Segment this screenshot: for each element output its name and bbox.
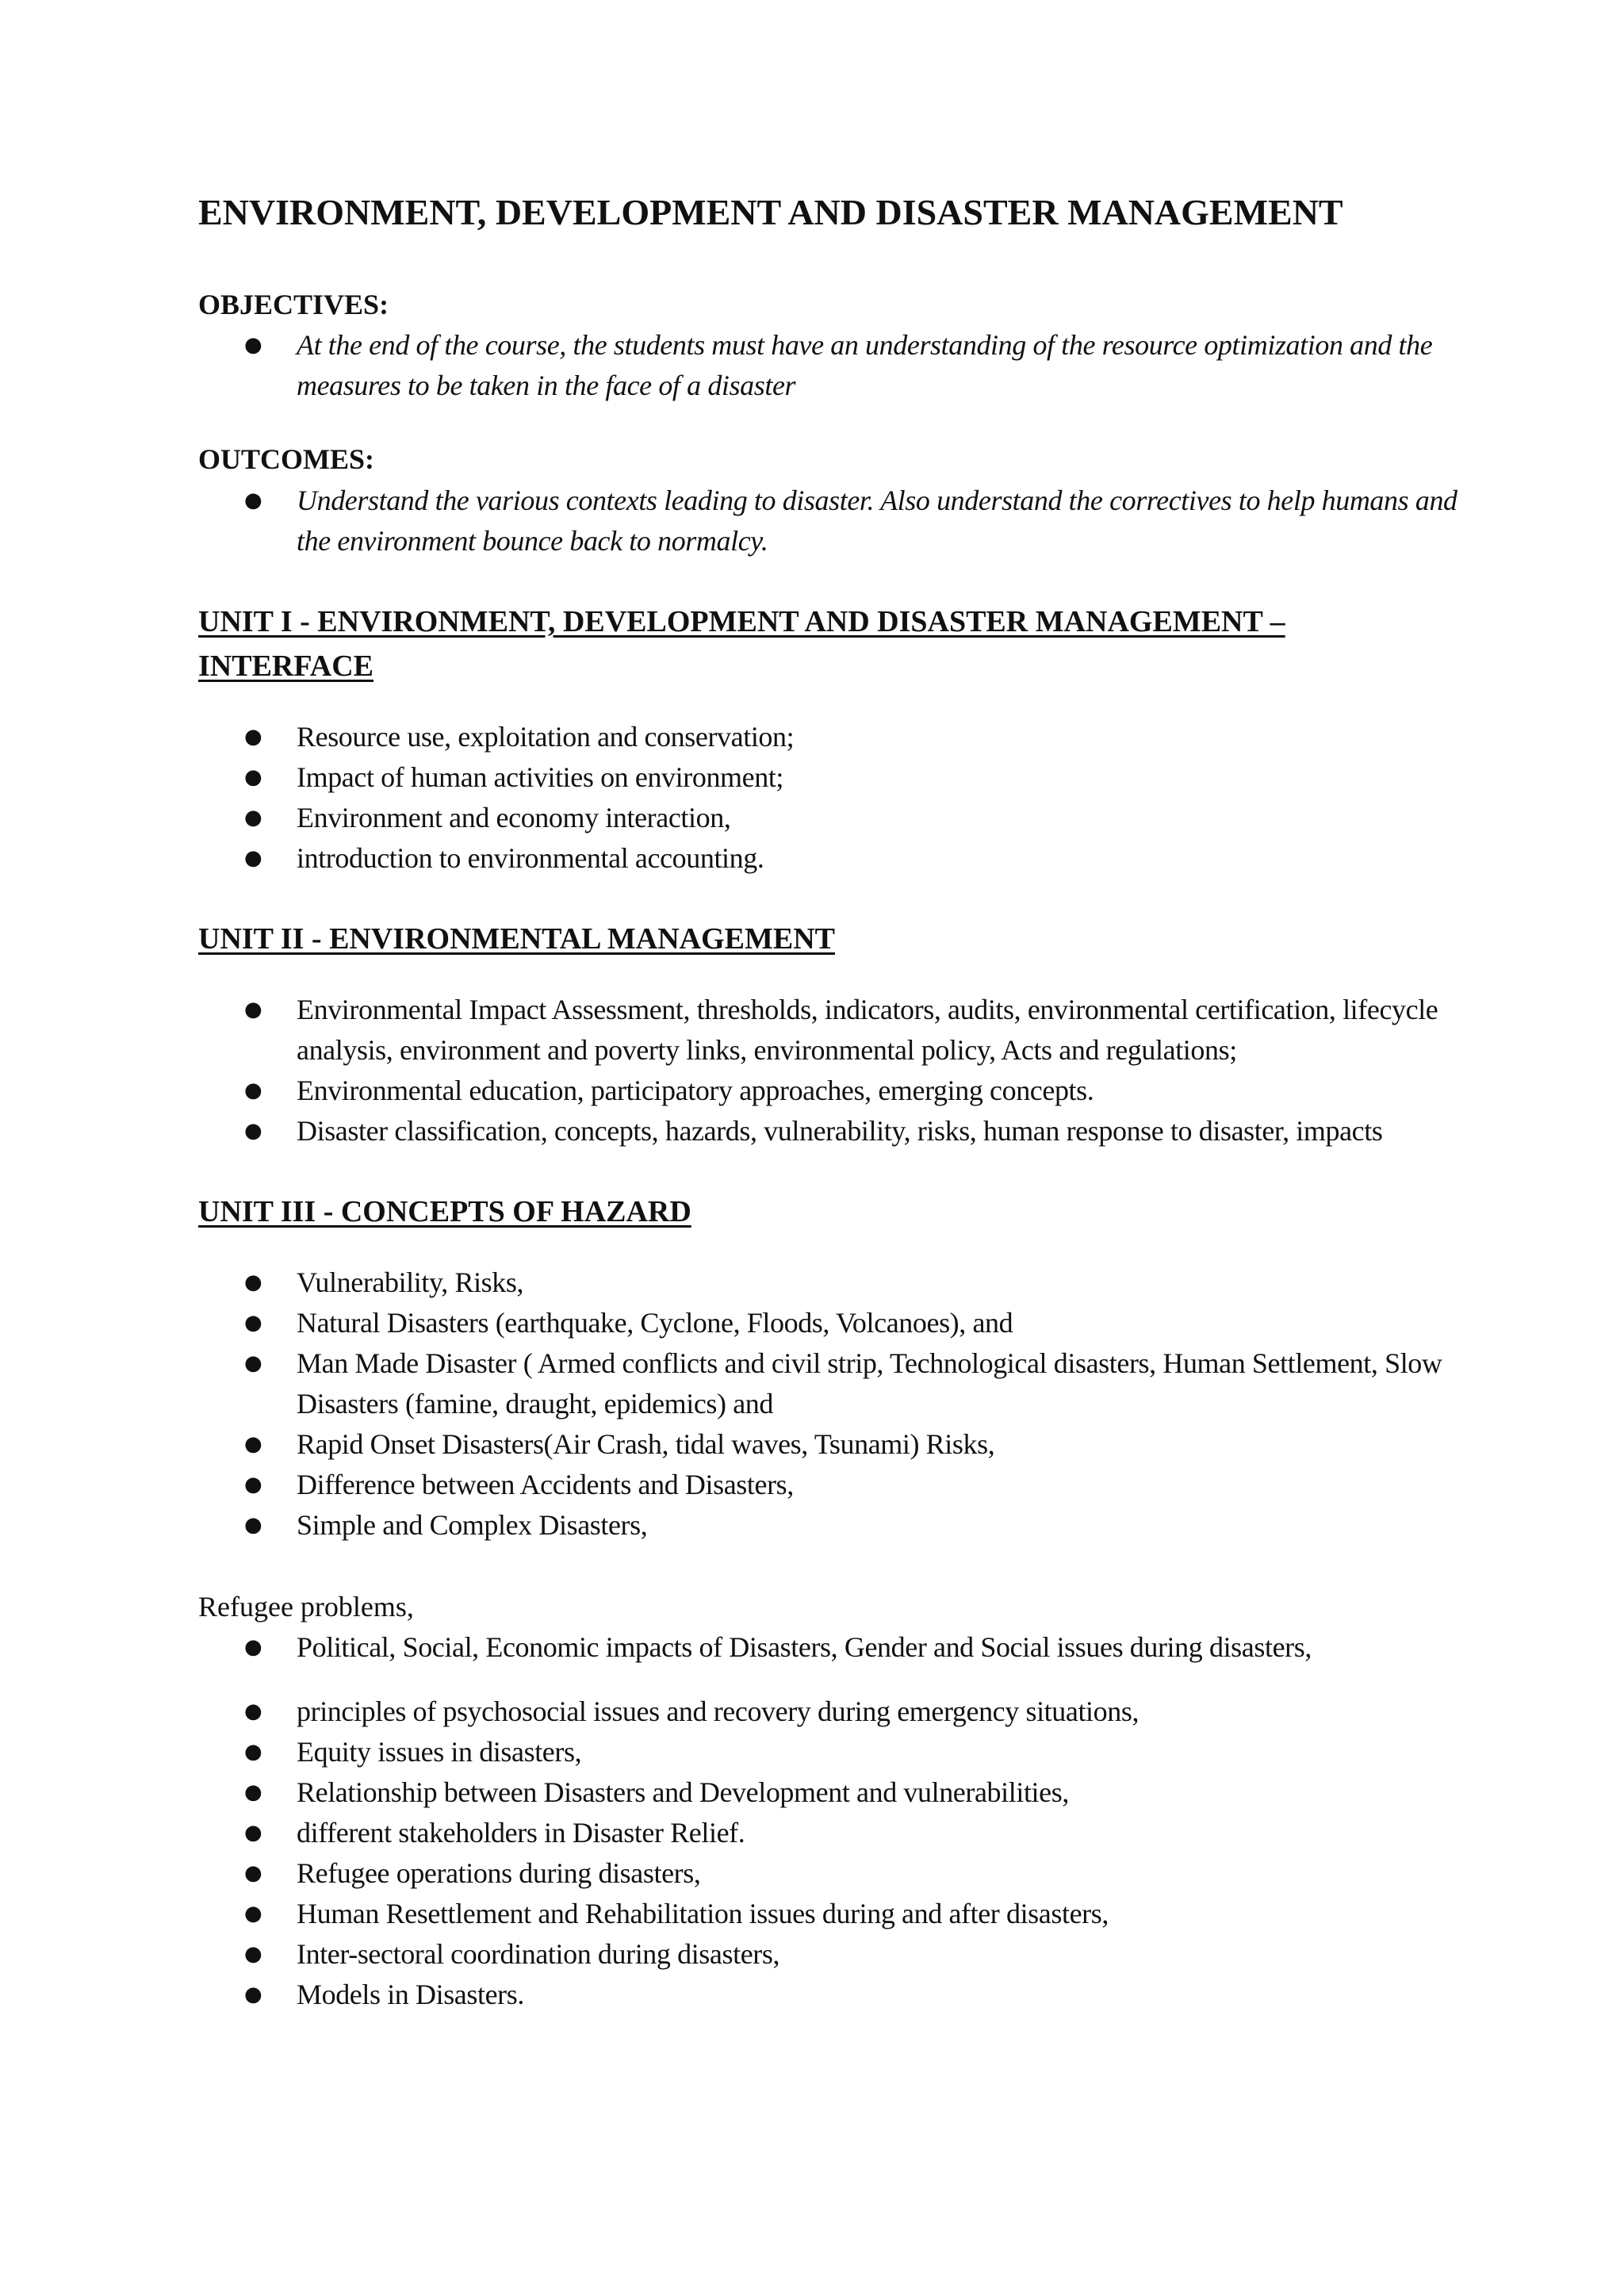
list-item (198, 1692, 1467, 1732)
bullet-icon: ● (244, 1351, 262, 1375)
outcomes-section (198, 443, 1467, 561)
list-item-text: Equity issues in disasters, (297, 1735, 582, 1768)
bullet-icon: ● (244, 1270, 262, 1294)
unit3-heading: UNIT III - CONCEPTS OF HAZARD (198, 1194, 691, 1228)
unit3-more-list (198, 1692, 1467, 2015)
list-item (198, 838, 1467, 879)
unit3-list (198, 1262, 1467, 1546)
unit1-section (198, 600, 1467, 879)
list-item (198, 1934, 1467, 1975)
bullet-icon: ● (244, 997, 262, 1021)
list-item (198, 798, 1467, 838)
refugee-problems-label: Refugee problems, (198, 1590, 414, 1623)
list-item (198, 1975, 1467, 2015)
list-item-text: Disaster classification, concepts, hazards, vulnerability, risks, human response to disaster, impacts (297, 1114, 1383, 1147)
list-item-text: introduction to environmental accounting. (297, 841, 764, 874)
list-item-text: Environmental education, participatory approaches, emerging concepts. (297, 1074, 1094, 1106)
list-item-text: Relationship between Disasters and Development and vulnerabilities, (297, 1776, 1069, 1808)
bullet-icon: ● (244, 1941, 262, 1966)
unit3-section (198, 1190, 1467, 2015)
list-item-text: Resource use, exploitation and conservation; (297, 720, 795, 753)
list-item-text: Environment and economy interaction, (297, 801, 731, 833)
list-item (198, 1732, 1467, 1772)
bullet-icon: ● (244, 488, 262, 512)
list-item (198, 1627, 1467, 1668)
objectives-heading: OBJECTIVES: (198, 289, 389, 321)
list-item-text: Difference between Accidents and Disasters, (297, 1468, 794, 1500)
bullet-icon: ● (244, 1860, 262, 1885)
list-item-text: Vulnerability, Risks, (297, 1266, 524, 1298)
list-item-text: different stakeholders in Disaster Relief. (297, 1816, 745, 1849)
list-item (198, 1894, 1467, 1934)
list-item-text: principles of psychosocial issues and recovery during emergency situations, (297, 1695, 1139, 1727)
list-item (198, 757, 1467, 798)
list-item (198, 1853, 1467, 1894)
unit2-heading: UNIT II - ENVIRONMENTAL MANAGEMENT (198, 921, 835, 956)
objectives-section (198, 288, 1467, 406)
outcomes-heading: OUTCOMES: (198, 443, 375, 476)
list-item (198, 1424, 1467, 1465)
outcomes-list (198, 481, 1467, 561)
unit1-heading: UNIT I - ENVIRONMENT, DEVELOPMENT AND DISASTER MANAGEMENT – INTERFACE (198, 604, 1285, 683)
bullet-icon: ● (244, 845, 262, 870)
bullet-icon: ● (244, 1310, 262, 1335)
list-item-text: Models in Disasters. (297, 1978, 524, 2010)
list-item (198, 325, 1467, 406)
objectives-list (198, 325, 1467, 406)
bullet-icon: ● (244, 333, 262, 358)
bullet-icon: ● (244, 1634, 262, 1659)
list-item (198, 1772, 1467, 1813)
list-item (198, 717, 1467, 757)
unit2-list (198, 990, 1467, 1151)
list-item (198, 1262, 1467, 1303)
bullet-icon: ● (244, 1901, 262, 1925)
list-item-text: Man Made Disaster ( Armed conflicts and civil strip, Technological disasters, Human Settlement, Slow Disasters (famine, draught, epidemics) and (297, 1347, 1442, 1420)
bullet-icon: ● (244, 764, 262, 789)
list-item-text: Political, Social, Economic impacts of Disasters, Gender and Social issues during disasters, (297, 1630, 1312, 1663)
list-item-text: Refugee operations during disasters, (297, 1856, 701, 1889)
bullet-icon: ● (244, 1739, 262, 1764)
list-item (198, 1343, 1467, 1424)
bullet-icon: ● (244, 1512, 262, 1537)
bullet-icon: ● (244, 1472, 262, 1496)
list-item-text: At the end of the course, the students must have an understanding of the resource optimization and the measures to be taken in the face of a disaster (297, 329, 1433, 402)
list-item-text: Natural Disasters (earthquake, Cyclone, Floods, Volcanoes), and (297, 1306, 1013, 1339)
bullet-icon: ● (244, 1431, 262, 1456)
list-item-text: Simple and Complex Disasters, (297, 1508, 648, 1541)
refugee-list (198, 1627, 1467, 1668)
list-item-text: Rapid Onset Disasters(Air Crash, tidal waves, Tsunami) Risks, (297, 1427, 995, 1460)
bullet-icon: ● (244, 1078, 262, 1102)
bullet-icon: ● (244, 805, 262, 829)
bullet-icon: ● (244, 1820, 262, 1845)
list-item (198, 990, 1467, 1071)
list-item-text: Understand the various contexts leading to disaster. Also understand the correctives to help humans and the environment bounce back to normalcy. (297, 484, 1457, 557)
bullet-icon: ● (244, 724, 262, 749)
document-title: ENVIRONMENT, DEVELOPMENT AND DISASTER MANAGEMENT (198, 192, 1343, 232)
list-item (198, 1813, 1467, 1853)
list-item-text: Human Resettlement and Rehabilitation issues during and after disasters, (297, 1897, 1109, 1929)
syllabus-page (198, 190, 1467, 2015)
bullet-icon: ● (244, 1982, 262, 2006)
list-item (198, 1071, 1467, 1111)
unit2-section (198, 917, 1467, 1151)
list-item (198, 1303, 1467, 1343)
bullet-icon: ● (244, 1118, 262, 1143)
list-item-text: Inter-sectoral coordination during disasters, (297, 1937, 780, 1970)
list-item (198, 481, 1467, 561)
bullet-icon: ● (244, 1699, 262, 1723)
list-item (198, 1505, 1467, 1546)
unit1-list (198, 717, 1467, 879)
list-item (198, 1465, 1467, 1505)
list-item-text: Environmental Impact Assessment, thresholds, indicators, audits, environmental certification, lifecycle analysis, environment and poverty links, environmental policy, Acts and regulations; (297, 993, 1438, 1066)
list-item-text: Impact of human activities on environment; (297, 761, 784, 793)
list-item (198, 1111, 1467, 1151)
bullet-icon: ● (244, 1780, 262, 1804)
